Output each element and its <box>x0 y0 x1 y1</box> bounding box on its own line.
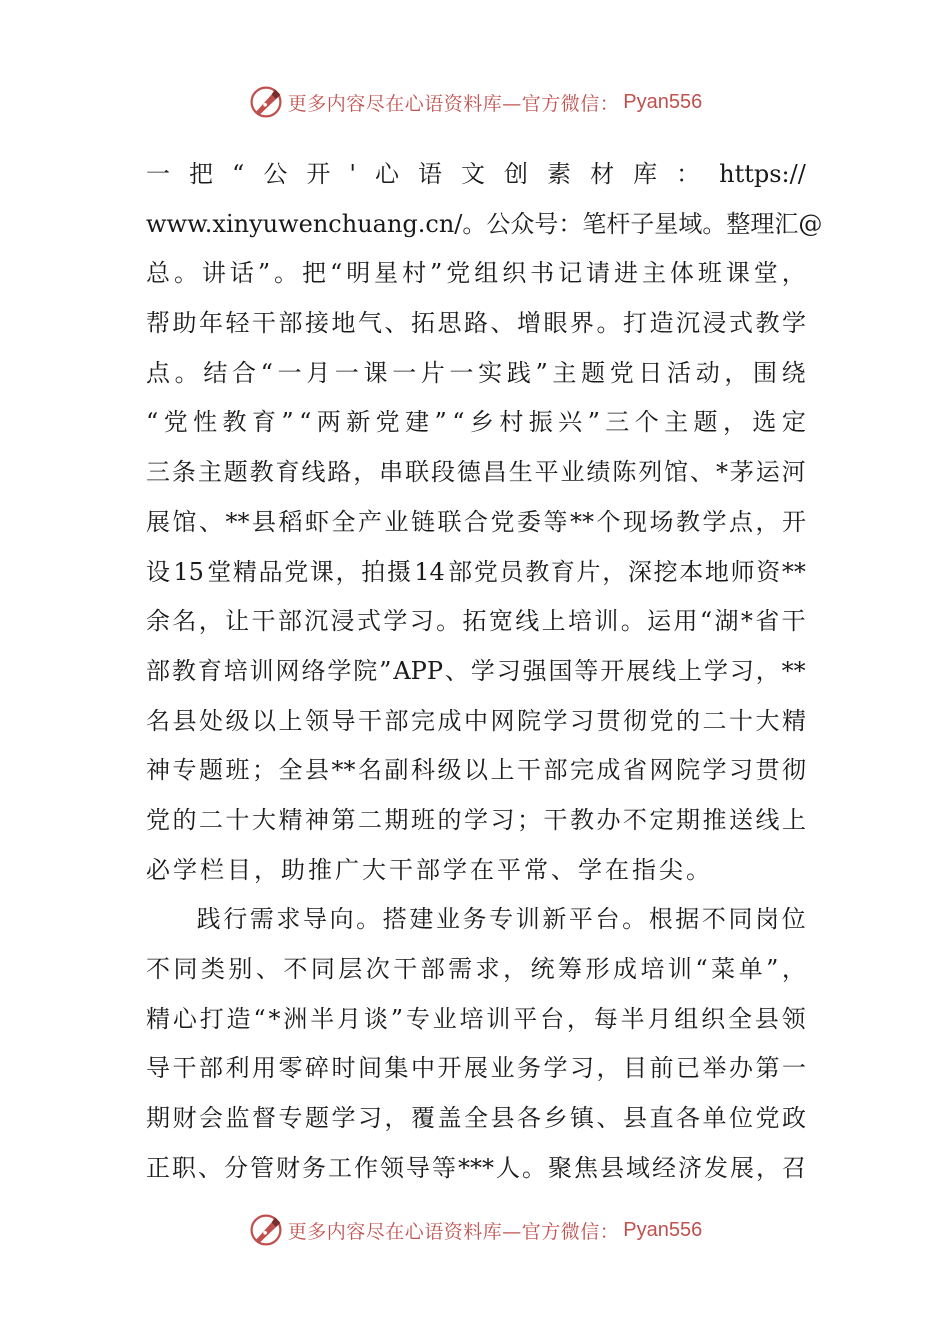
body-line: 总 。 讲 话 ” 。 把 “ 明 星 村 ” 党 组 织 书 记 请 进 主 体 班 课 堂 ， <box>146 259 806 288</box>
body-line: 三 条 主 题 教 育 线 路 ， 串 联 段 德 昌 生 平 业 绩 陈 列 馆 、 * 茅 运 河 <box>146 458 806 487</box>
pen-nib-logo-icon <box>248 84 284 120</box>
watermark-text: 更多内容尽在心语资料库—官方微信： <box>287 92 620 115</box>
body-line: 党 的 二 十 大 精 神 第 二 期 班 的 学 习 ； 干 教 办 不 定 期 推 送 线 上 <box>146 805 806 834</box>
watermark-wechat-id: Pyan556 <box>623 90 703 113</box>
body-line: “ 党 性 教 育 ” “ 两 新 党 建 ” “ 乡 村 振 兴 ” 三 个 主 题 ， 选 定 <box>146 408 806 437</box>
body-line: 部 教 育 培 训 网 络 学 院 ” APP 、 学 习 强 国 等 开 展 线 上 学 习 ， ** <box>146 656 806 685</box>
body-line: 帮 助 年 轻 干 部 接 地 气 、 拓 思 路 、 增 眼 界 。 打 造 沉 浸 式 教 学 <box>146 309 806 338</box>
body-line: 正 职 、 分 管 财 务 工 作 领 导 等 *** 人 。 聚 焦 县 域 经 济 发 展 ， 召 <box>146 1153 806 1182</box>
header-watermark <box>0 80 950 124</box>
document-body <box>146 150 823 1193</box>
body-line: 不 同 类 别 、 不 同 层 次 干 部 需 求 ， 统 筹 形 成 培 训 “ 菜 单 ” ， <box>146 955 806 983</box>
body-line: 点 。 结 合 “ 一 月 一 课 一 片 一 实 践 ” 主 题 党 日 活 动 ， 围 绕 <box>146 358 806 387</box>
body-line: 一 把 “ 公 开 ' 心 语 文 创 素 材 库 ： https:// <box>146 160 806 188</box>
body-line: 余 名 ， 让 干 部 沉 浸 式 学 习 。 拓 宽 线 上 培 训 。 运 用 “ 湖 * 省 干 <box>146 607 806 636</box>
body-line: 名 县 处 级 以 上 领 导 干 部 完 成 中 网 院 学 习 贯 彻 党 的 二 十 大 精 <box>146 706 806 735</box>
body-line: 神 专 题 班 ； 全 县 ** 名 副 科 级 以 上 干 部 完 成 省 网 院 学 习 贯 彻 <box>146 756 806 785</box>
watermark-wechat-id: Pyan556 <box>623 1218 703 1241</box>
body-line: 精 心 打 造 “ * 洲 半 月 谈 ” 专 业 培 训 平 台 ， 每 半 月 组 织 全 县 领 <box>146 1004 806 1033</box>
body-line: 导 干 部 利 用 零 碎 时 间 集 中 开 展 业 务 学 习 ， 目 前 已 举 办 第 一 <box>146 1054 806 1083</box>
body-line: 必学栏目，助推广大干部学在平常、学在指尖。 <box>146 855 713 884</box>
watermark-text: 更多内容尽在心语资料库—官方微信： <box>287 1220 620 1243</box>
footer-watermark <box>0 1208 950 1252</box>
body-line: www.xinyuwenchuang.cn/ 。 公 众 号 ： 笔 杆 子 星 域 。 整 理 汇 @ <box>146 209 823 238</box>
pen-nib-logo-icon <box>248 1212 284 1248</box>
body-line: 展 馆 、 ** 县 稻 虾 全 产 业 链 联 合 党 委 等 ** 个 现 场 教 学 点 ， 开 <box>146 507 806 536</box>
body-line: 践 行 需 求 导 向 。 搭 建 业 务 专 训 新 平 台 。 根 据 不 同 岗 位 <box>196 905 806 934</box>
body-line: 设 15 堂 精 品 党 课 ， 拍 摄 14 部 党 员 教 育 片 ， 深 挖 本 地 师 资 ** <box>146 557 806 586</box>
body-line: 期 财 会 监 督 专 题 学 习 ， 覆 盖 全 县 各 乡 镇 、 县 直 各 单 位 党 政 <box>146 1104 806 1133</box>
